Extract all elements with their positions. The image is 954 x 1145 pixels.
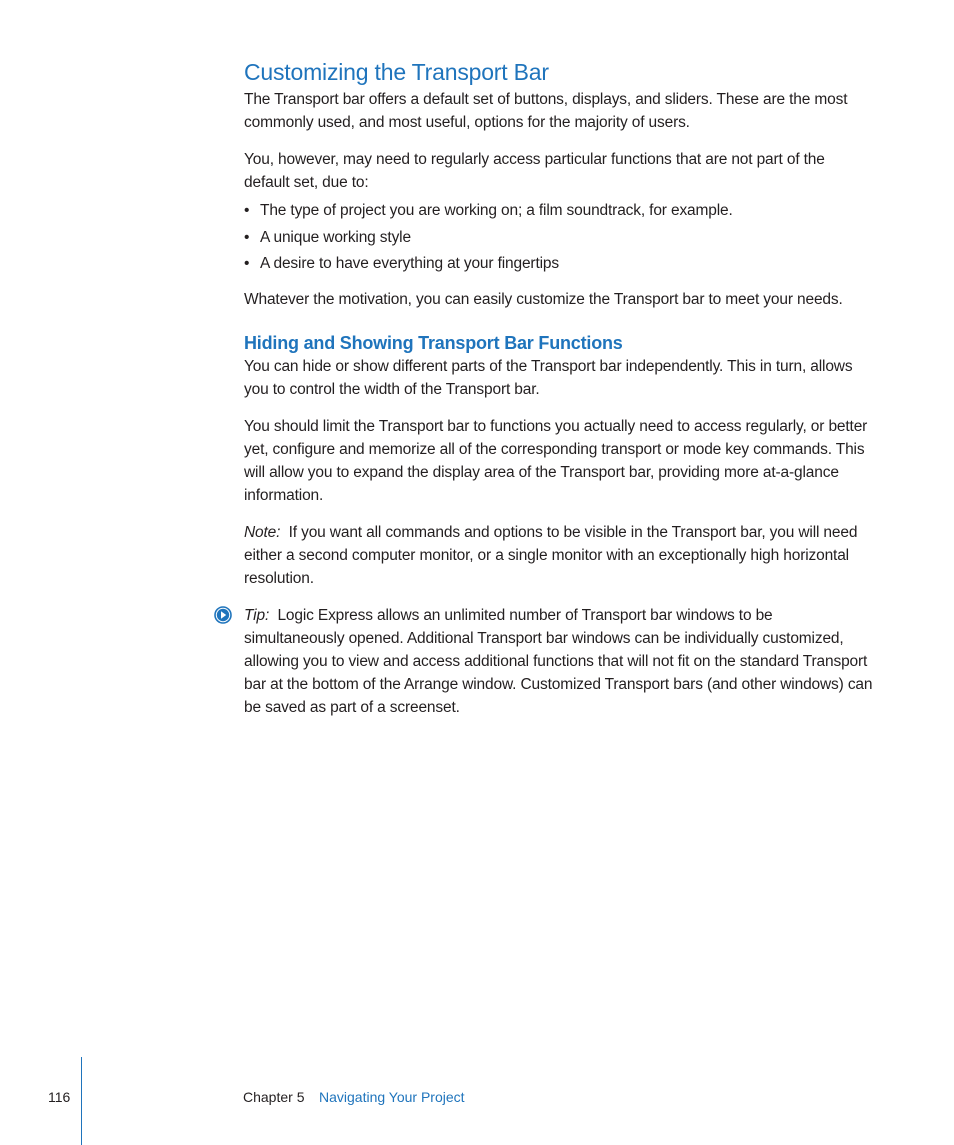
chapter-label: Chapter 5 — [243, 1089, 305, 1105]
subsection-title: Hiding and Showing Transport Bar Functions — [244, 332, 623, 353]
closing-paragraph: Whatever the motivation, you can easily customize the Transport bar to meet your needs. — [244, 290, 843, 308]
footer-divider — [81, 1057, 82, 1145]
tip-block — [244, 604, 874, 719]
bullet-glyph: • — [244, 228, 250, 246]
sub-paragraph-2: You should limit the Transport bar to functions you actually need to access regularly, or better yet, configure and memorize all of the corresponding transport or mode key commands. This will allow you to expand the display area of the Transport bar, providing more at-a-glance information. — [244, 417, 868, 504]
list-item-text: A unique working style — [260, 228, 411, 246]
arrow-circle-icon — [214, 606, 232, 624]
note-text: If you want all commands and options to be visible in the Transport bar, you will need either a second computer monitor, or a single monitor with an exceptionally high horizontal resolution. — [244, 523, 858, 587]
intro-paragraph-2: You, however, may need to regularly access particular functions that are not part of the default set, due to: — [244, 151, 825, 191]
page-content — [244, 56, 874, 719]
note-paragraph — [244, 521, 874, 590]
sub-paragraph-1: You can hide or show different parts of the Transport bar independently. This in turn, allows you to control the width of the Transport bar. — [244, 357, 853, 398]
bullet-glyph: • — [244, 255, 250, 272]
bullet-glyph: • — [244, 202, 250, 219]
tip-label: Tip: — [244, 606, 270, 624]
list-item — [244, 225, 874, 252]
list-item — [244, 198, 874, 225]
intro-paragraph-1: The Transport bar offers a default set of buttons, displays, and sliders. These are the most commonly used, and most useful, options for the majority of users. — [244, 91, 848, 131]
section-title: Customizing the Transport Bar — [244, 59, 549, 85]
list-item-text: A desire to have everything at your fingertips — [260, 255, 559, 272]
page-footer — [0, 1087, 954, 1117]
page-number: 116 — [48, 1089, 71, 1105]
list-item — [244, 251, 874, 278]
tip-paragraph — [244, 604, 874, 719]
reasons-list — [244, 198, 874, 278]
list-item-text: The type of project you are working on; a film soundtrack, for example. — [260, 202, 733, 219]
note-label: Note: — [244, 523, 281, 541]
chapter-title: Navigating Your Project — [319, 1089, 465, 1105]
tip-text: Logic Express allows an unlimited number of Transport bar windows to be simultaneously opened. Additional Transport bar windows can be individually customized, allowing you to view and access additional functions that will not fit on the standard Transport bar at the bottom of the Arrange window. Customized Transport bars (and other windows) can be saved as part of a screenset. — [244, 606, 873, 716]
